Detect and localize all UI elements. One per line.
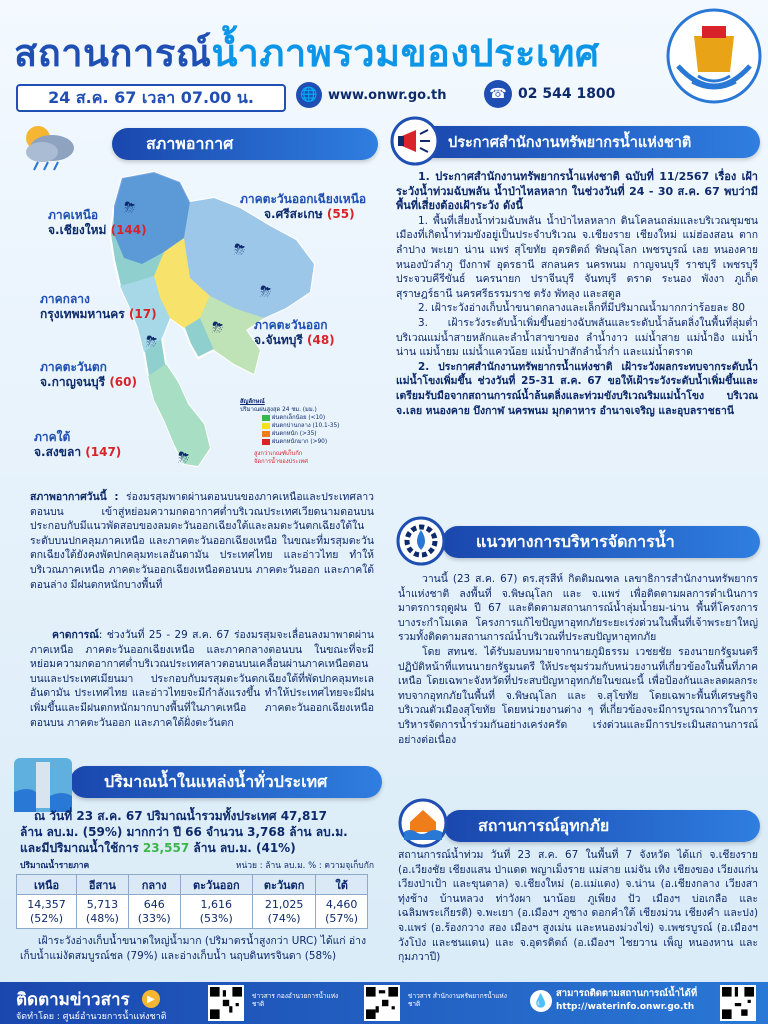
water-heading: ปริมาณน้ำในแหล่งน้ำทั่วประเทศ	[70, 766, 382, 798]
column-header: ใต้	[316, 875, 368, 895]
water-drop-icon: 💧	[530, 990, 552, 1012]
qr-code-onwr[interactable]	[364, 985, 400, 1021]
column-header: เหนือ	[17, 875, 77, 895]
rain-cloud-icon: ⛈	[234, 242, 246, 258]
region-east-label: ภาคตะวันออก จ.จันทบุรี (48)	[254, 318, 335, 347]
flood-body: สถานการณ์น้ำท่วม วันที่ 23 ส.ค. 67 ในพื้นที่ 7 จังหวัด ได้แก่ จ.เชียงราย (อ.เวียงชัย เชียงแสน ป่าแดด พญาเม็งราย แม่สาย แม่จัน เทิง เชียงของ เวียงแก่น เวียงป่าเป้า และขุนตาล) จ.เชียงใหม่ (อ.แม่แตง) จ.น่าน (อ.เชียงกลาง เวียงสา ทุ่งช้าง บ้านหลวง ท่าวังผา นาน้อย ภูเพียง ปัว เมืองฯ บ่อเกลือ และเฉลิมพระเกียรติ) จ.พะเยา (อ.เมืองฯ ภูซาง ดอกคำใต้ เชียงม่วน เชียงคำ และปง) จ.แพร่ (อ.ร้องกวาง สอง เมืองฯ สูงเม่น และหนองม่วงไข่) จ.เพชรบูรณ์ (อ.เมืองฯ วังโป่ง และชนแดน) และ จ.อุตรดิตถ์ (อ.เมืองฯ ไชยวาน เพ็ญ หนองหาน และกุมภวาปี)	[398, 849, 758, 964]
column-header: อีสาน	[77, 875, 129, 895]
table-row	[17, 895, 368, 929]
table-caption: ปริมาณน้ำรายภาค หน่วย : ล้าน ลบ.ม. % : ความจุเก็บกัก	[20, 861, 374, 871]
date-badge: 24 ส.ค. 67 เวลา 07.00 น.	[16, 84, 286, 112]
website-link[interactable]: 🌐 www.onwr.go.th	[296, 82, 446, 108]
weather-cloud-sun-icon	[14, 116, 80, 172]
qr1-label: ข่าวสาร กองอำนวยการน้ำแห่งชาติ	[252, 992, 339, 1008]
flood-house-icon	[398, 798, 448, 848]
table-cell: 21,025 (74%)	[253, 895, 316, 929]
rain-cloud-icon: ⛈	[146, 334, 158, 350]
table-cell: 14,357 (52%)	[17, 895, 77, 929]
phone-icon: ☎	[484, 80, 512, 108]
rain-cloud-icon: ⛈	[212, 320, 224, 336]
announcement-heading: ประกาศสำนักงานทรัพยากรน้ำแห่งชาติ	[414, 126, 760, 158]
phone-link[interactable]: ☎ 02 544 1800	[484, 80, 615, 108]
qr2-label: ข่าวสาร สำนักงานทรัพยากรน้ำแห่งชาติ	[408, 992, 507, 1008]
weather-heading: สภาพอากาศ	[112, 128, 378, 160]
play-icon[interactable]: ▶	[142, 990, 160, 1008]
rain-cloud-icon: ⛈	[260, 284, 272, 300]
table-cell: 4,460 (57%)	[316, 895, 368, 929]
table-cell: 5,713 (48%)	[77, 895, 129, 929]
legend-swatch-light	[262, 415, 270, 421]
flood-heading: สถานการณ์อุทกภัย	[444, 810, 760, 842]
rain-cloud-icon: ⛈	[124, 200, 136, 216]
table-cell: 646 (33%)	[128, 895, 180, 929]
column-header: ตะวันออก	[180, 875, 252, 895]
region-south-label: ภาคใต้ จ.สงขลา (147)	[34, 430, 122, 459]
column-header: ตะวันตก	[253, 875, 316, 895]
column-header: กลาง	[128, 875, 180, 895]
legend-swatch-very-heavy	[262, 439, 270, 445]
globe-icon: 🌐	[296, 82, 322, 108]
table-cell: 1,616 (53%)	[180, 895, 252, 929]
follow-news-label: ติดตามข่าวสาร	[16, 990, 130, 1010]
waterinfo-link[interactable]: http://waterinfo.onwr.go.th	[556, 1002, 695, 1012]
announcement-body: 1. ประกาศสำนักงานทรัพยากรน้ำแห่งชาติ ฉบับที่ 11/2567 เรื่อง เฝ้าระวังน้ำท่วมฉับพลัน น้ำป่าไหลหลาก ในช่วงวันที่ 24 - 30 ส.ค. 67 พบว่ามีพื้นที่เสี่ยงต้องเฝ้าระวัง ดังนี้ 1. พื้นที่เสี่ยงน้ำท่วมฉับพลัน น้ำป่าไหลหลาก ดินโคลนถล่มและบริเวณชุมชนเมืองที่เกิดน้ำท่วมขังอยู่เป็นประจำบริเวณ จ.เชียงราย เชียงใหม่ แม่ฮ่องสอน ตาก ลำปาง พะเยา น่าน แพร่ สุโขทัย อุตรดิตถ์ พิษณุโลก เพชรบูรณ์ เลย หนองคาย หนองบัวลำภู บึงกาฬ อุดรธานี สกลนคร นครพนม กาญจนบุรี ราชบุรี เพชรบุรี ประจวบคีรีขันธ์ นครนายก ปราจีนบุรี จันทบุรี ตราด ระนอง พังงา ภูเก็ต สุราษฎร์ธานี นครศรีธรรมราช ตรัง พัทลุง และสตูล 2. เฝ้าระวังอ่างเก็บน้ำขนาดกลางและเล็กที่มีปริมาณน้ำมากกว่าร้อยละ 80 3. เฝ้าระวังระดับน้ำเพิ่มขึ้นอย่างฉับพลันและระดับน้ำล้นตลิ่งในพื้นที่ลุ่มต่ำ บริเวณแม่น้ำสายหลักและลำน้ำสาขาของ ลำน้ำงาว แม่น้ำสาย แม่น้ำอิง แม่น้ำน่าน แม่น้ำยม แม่น้ำแควน้อย แม่น้ำปาสักลำน้ำก่ำ และแม่น้ำตราด 2. ประกาศสำนักงานทรัพยากรน้ำแห่งชาติ เฝ้าระวังผลกระทบจากระดับน้ำแม่น้ำโขงเพิ่มขึ้น ช่วงวันที่ 25-31 ส.ค. 67 ขอให้เฝ้าระวังระดับน้ำเพิ่มขึ้นและเตรียมรับมือจากสถานการณ์น้ำล้นตลิ่งและท่วมขังบริเวณริมแม่น้ำโขง บริเวณ จ.เลย หนองคาย บึงกาฬ นครพนม มุกดาหาร อำนาจเจริญ และอุบลราชธานี	[396, 170, 758, 417]
track-label: สามารถติดตามสถานการณ์น้ำได้ที่	[556, 988, 698, 999]
water-gear-icon	[396, 516, 446, 566]
weather-summary: สภาพอากาศวันนี้ : ร่องมรสุมพาดผ่านตอนบนของภาคเหนือและประเทศลาวตอนบน เข้าสู่หย่อมความกดอากาศต่ำบริเวณประเทศเวียดนามตอนบน ประกอบกับมีแนวพัดสอบของลมตะวันออกเฉียงใต้และลมตะวันตกเฉียงใต้ในระดับบนปกคลุมภาคเหนือ และภาคตะวันออกเฉียงเหนือ ในขณะที่มรสุมตะวันตกเฉียงใต้ยังคงพัดปกคลุมทะเลอันดามัน ประเทศไทย และอ่าวไทย ทำให้บริเวณภาคเหนือ ภาคตะวันออกเฉียงเหนือตอนบน ภาคตะวันออก และภาคใต้ตอนล่าง มีฝนตกหนักบางพื้นที่	[30, 491, 374, 591]
region-northeast-label: ภาคตะวันออกเฉียงเหนือ จ.ศรีสะเกษ (55)	[240, 192, 367, 221]
qr-code-waterinfo[interactable]	[720, 985, 756, 1021]
water-summary: ณ วันที่ 23 ส.ค. 67 ปริมาณน้ำรวมทั้งประเทศ 47,817 ล้าน ลบ.ม. (59%) มากกว่า ปี 66 จำนวน 3,768 ล้าน ลบ.ม. และมีปริมาณน้ำใช้การ 23,557 ล้าน ลบ.ม. (41%)	[20, 809, 348, 855]
management-body: วานนี้ (23 ส.ค. 67) ดร.สุรสีห์ กิตติมณฑล เลขาธิการสำนักงานทรัพยากรน้ำแห่งชาติ ลงพื้นที่ จ.พิษณุโลก และ จ.แพร่ เพื่อติดตามผลการดำเนินการมาตรการฤดูฝน ปี 67 และติดตามสถานการณ์น้ำลุ่มน้ำยม-น่าน พื้นที่โครงการบางระกำโมเดล โครงการแก้ไขปัญหาอุทกภัยระยะเร่งด่วนในพื้นที่เจ้าพระยาใหญ่ รวมทั้งติดตามสถานการณ์น้ำบริเวณที่ประสบปัญหาอุทกภัย โดย สทนช. ได้รับมอบหมายจากนายภูมิธรรม เวชยชัย รองนายกรัฐมนตรี ปฏิบัติหน้าที่แทนนายกรัฐมนตรี ให้ประชุมร่วมกับหน่วยงานที่เกี่ยวข้องในพื้นที่ภาคเหนือ โดยเฉพาะจังหวัดที่ประสบปัญหาอุทกภัยในขณะนี้ เพื่อป้องกันและลดผลกระทบจากอุทกภัยในพื้นที่ จ.พิษณุโลก และ จ.สุโขทัย โดยเฉพาะพื้นที่เศรษฐกิจ บริเวณตัวเมืองสุโขทัย โดยหน่วยงานต่าง ๆ ที่เกี่ยวข้องจะมีการบูรณาการในการบริหารจัดการน้ำร่วมกันอย่างเคร่งครัด เร่งด่วนและมีการประเมินสถานการณ์อย่างต่อเนื่อง	[398, 573, 758, 746]
region-central-label: ภาคกลาง กรุงเทพมหานคร (17)	[40, 292, 157, 321]
weather-forecast: คาดการณ์: ช่วงวันที่ 25 - 29 ส.ค. 67 ร่องมรสุมจะเลื่อนลงมาพาดผ่านภาคเหนือ ภาคตะวันออกเฉียงเหนือ และภาคกลางตอนบน ในขณะที่จะมีหย่อมความกดอากาศต่ำบริเวณประเทศลาวตอนบนเคลื่อนผ่านภาคเหนือตอนบนและประเทศเมียนมา ประกอบกับมรสุมตะวันตกเฉียงใต้ที่พัดปกคลุมทะเลอันดามัน ประเทศไทย และอ่าวไทยจะมีกำลังแรงขึ้น ทำให้ประเทศไทยจะมีฝนเพิ่มขึ้นและมีฝนตกหนักมากบางพื้นที่ในภาคเหนือ ภาคตะวันออกเฉียงเหนือตอนบน ภาคตะวันออก และภาคใต้ฝั่งตะวันตก	[30, 629, 374, 729]
region-west-label: ภาคตะวันตก จ.กาญจนบุรี (60)	[40, 360, 137, 389]
dam-icon	[14, 752, 72, 812]
rain-cloud-icon: ⛈	[178, 450, 190, 466]
reservoir-note: เฝ้าระวังอ่างเก็บน้ำขนาดใหญ่น้ำมาก (ปริมาตรน้ำสูงกว่า URC) ได้แก่ อ่างเก็บน้ำแม่งัดสมบูรณ์ชล (79%) และอ่างเก็บน้ำ นฤบดินทรจินดา (58%)	[20, 935, 367, 962]
megaphone-icon	[390, 116, 440, 166]
page-title: สถานการณ์น้ำภาพรวมของประเทศ	[14, 33, 600, 75]
credit-label: จัดทำโดย : ศูนย์อำนวยการน้ำแห่งชาติ	[16, 1012, 167, 1022]
legend-swatch-moderate	[262, 423, 270, 429]
header	[0, 0, 768, 118]
legend-swatch-heavy	[262, 431, 270, 437]
qr-code-nwc[interactable]	[208, 985, 244, 1021]
regional-water-table	[16, 874, 368, 929]
region-north-label: ภาคเหนือ จ.เชียงใหม่ (144)	[48, 208, 147, 237]
onwr-logo	[664, 6, 762, 110]
map-legend: สัญลักษณ์ ปริมาณฝนสูงสุด 24 ชม. (มม.) ฝนตกเล็กน้อย (<10) ฝนตกปานกลาง (10.1-35) ฝนตกหนัก (>35) ฝนตกหนักมาก (>90) สูงกว่าเกณฑ์เก็บกัก จัดการน้ำของประเทศ	[240, 399, 340, 465]
management-heading: แนวทางการบริหารจัดการน้ำ	[442, 526, 760, 558]
